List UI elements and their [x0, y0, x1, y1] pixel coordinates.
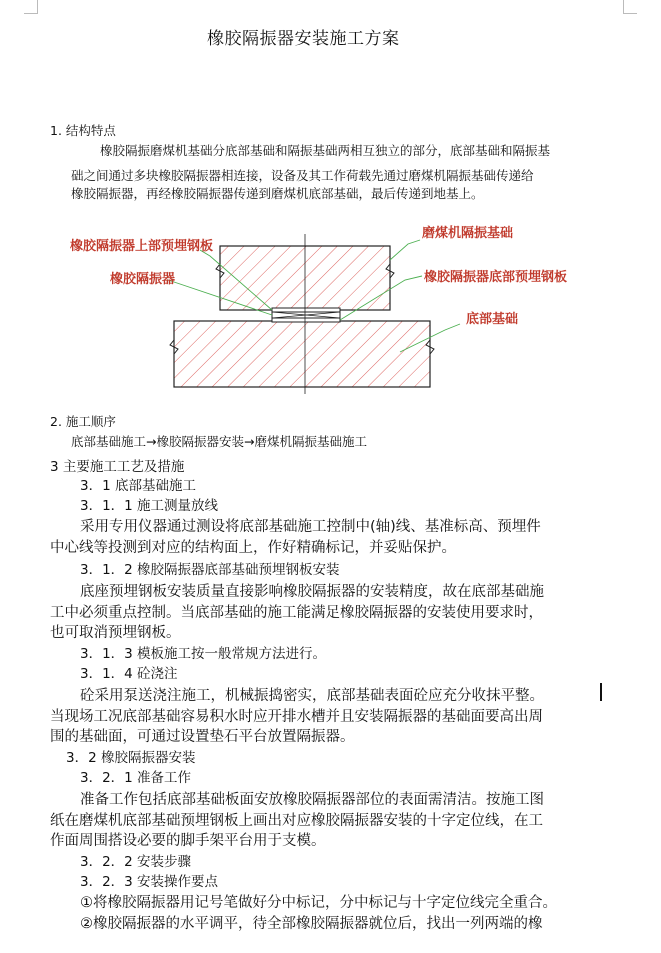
- paragraph-line: 砼采用泵送浇注施工，机械振捣密实，底部基础表面砼应充分收抹平整。: [80, 688, 544, 704]
- paragraph-line: 橡胶隔振器，再经橡胶隔振器传递到磨煤机底部基础，最后传递到地基上。: [71, 186, 484, 201]
- structure-diagram: [60, 212, 580, 397]
- label-lower-plate: 橡胶隔振器底部预埋钢板: [424, 270, 568, 285]
- list-item: ②橡胶隔振器的水平调平，待全部橡胶隔振器就位后，找出一列两端的橡: [80, 916, 543, 932]
- heading-2: 2. 施工顺序: [50, 414, 116, 429]
- corner-mark-left-v: [37, 0, 38, 14]
- text-cursor: [600, 683, 602, 701]
- paragraph-line: 底座预埋钢板安装质量直接影响橡胶隔振器的安装精度，故在底部基础施: [80, 584, 544, 600]
- heading-3: 3 主要施工工艺及措施: [50, 459, 185, 475]
- corner-mark-right-h: [623, 13, 637, 14]
- label-bottom-base: 底部基础: [466, 312, 519, 327]
- heading-1: 1. 结构特点: [50, 123, 116, 138]
- paragraph-line: 中心线等投测到对应的结构面上，作好精确标记，并妥贴保护。: [50, 540, 456, 556]
- corner-mark-right-v: [623, 0, 624, 14]
- paragraph-line: 础之间通过多块橡胶隔振器相连接，设备及其工作荷载先通过磨煤机隔振基础传递给: [71, 168, 534, 183]
- subheading: 3．1．3 模板施工按一般常规方法进行。: [80, 646, 327, 662]
- subheading: 3．2．2 安装步骤: [80, 854, 192, 870]
- document-title: 橡胶隔振器安装施工方案: [207, 29, 400, 49]
- paragraph-line: 橡胶隔振磨煤机基础分底部基础和隔振基础两相互独立的部分，底部基础和隔振基: [100, 143, 551, 158]
- leader-line: [390, 240, 420, 260]
- paragraph-line: 围的基础面，可通过设置垫石平台放置隔振器。: [50, 729, 355, 745]
- subheading: 3．2．3 安装操作要点: [80, 874, 219, 890]
- paragraph-line: 采用专用仪器通过测设将底部基础施工控制中(轴)线、基准标高、预埋件: [80, 519, 541, 535]
- list-item: ①将橡胶隔振器用记号笔做好分中标记，分中标记与十字定位线完全重合。: [80, 895, 557, 911]
- paragraph-line: 当现场工况底部基础容易积水时应开排水槽并且安装隔振器的基础面要高出周: [50, 709, 543, 725]
- upper-plate: [272, 308, 340, 312]
- subheading: 3．2 橡胶隔振器安装: [66, 750, 196, 766]
- paragraph-line: 作面周围搭设必要的脚手架平台用于支模。: [50, 833, 326, 849]
- subheading: 3．1 底部基础施工: [80, 478, 196, 494]
- paragraph-line: 纸在磨煤机底部基础预埋钢板上画出对应橡胶隔振器安装的十字定位线，在工: [50, 813, 543, 829]
- paragraph-line: 也可取消预埋钢板。: [50, 625, 181, 641]
- paragraph-line: 工中必须重点控制。当底部基础的施工能满足橡胶隔振器的安装使用要求时，: [50, 605, 543, 621]
- corner-mark-left-h: [24, 13, 38, 14]
- lower-plate: [272, 318, 340, 322]
- subheading: 3．1．2 橡胶隔振器底部基础预埋钢板安装: [80, 562, 340, 578]
- bottom-base-block: [174, 321, 430, 387]
- paragraph-line: 底部基础施工→橡胶隔振器安装→磨煤机隔振基础施工: [71, 434, 367, 449]
- label-isolator: 橡胶隔振器: [110, 272, 176, 287]
- subheading: 3．2．1 准备工作: [80, 770, 192, 786]
- label-top-base: 磨煤机隔振基础: [422, 226, 514, 241]
- paragraph-line: 准备工作包括底部基础板面安放橡胶隔振器部位的表面需清洁。按施工图: [80, 792, 544, 808]
- subheading: 3．1．1 施工测量放线: [80, 498, 219, 514]
- subheading: 3．1．4 砼浇注: [80, 666, 178, 682]
- label-upper-plate: 橡胶隔振器上部预埋钢板: [70, 239, 214, 254]
